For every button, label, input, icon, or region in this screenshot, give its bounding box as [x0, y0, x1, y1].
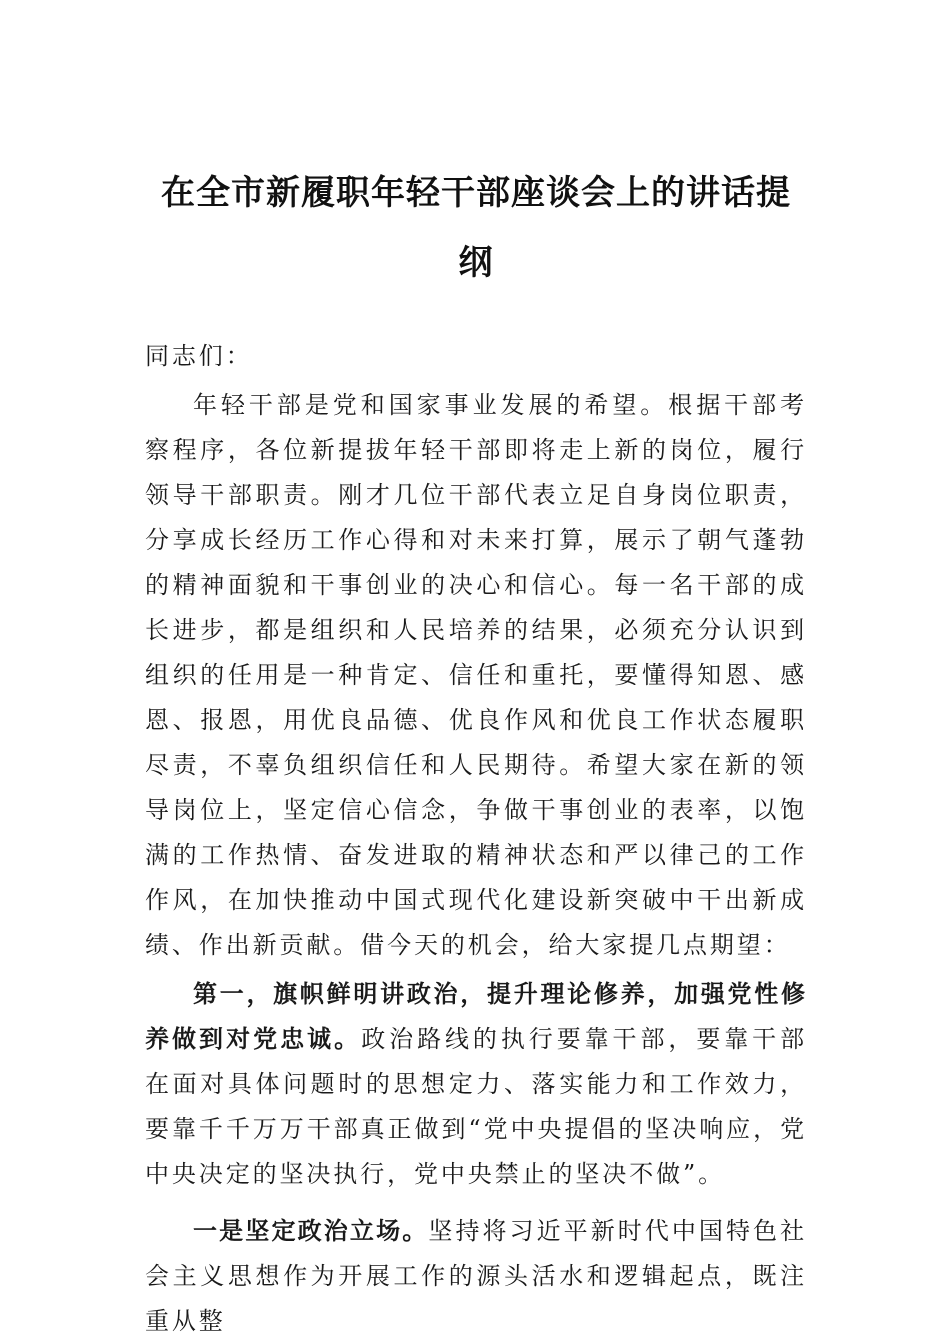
section-1-heading: 第一，旗帜鲜明讲政治，提升理论修养，加强党性修养做到对党忠诚。 [145, 980, 807, 1053]
section-1-paragraph [145, 972, 807, 1197]
salutation: 同志们： [145, 342, 253, 370]
point-1-body: 坚持将习近平新时代中国特色社会主义思想作为开展工作的源头活水和逻辑起点，既注重从整 [145, 1217, 807, 1335]
document-title: 在全市新履职年轻干部座谈会上的讲话提纲 [161, 173, 791, 283]
point-1-heading: 一是坚定政治立场。 [193, 1217, 429, 1245]
document-body [145, 334, 807, 1344]
point-1-paragraph [145, 1209, 807, 1344]
section-1-body: 政治路线的执行要靠干部，要靠干部在面对具体问题时的思想定力、落实能力和工作效力，要靠千千万万干部真正做到“党中央提倡的坚决响应，党中央决定的坚决执行，党中央禁止的坚决不做”。 [145, 1025, 808, 1188]
intro-paragraph: 年轻干部是党和国家事业发展的希望。根据干部考察程序，各位新提拔年轻干部即将走上新的岗位，履行领导干部职责。刚才几位干部代表立足自身岗位职责，分享成长经历工作心得和对未来打算，展示了朝气蓬勃的精神面貌和干事创业的决心和信心。每一名干部的成长进步，都是组织和人民培养的结果，必须充分认识到组织的任用是一种肯定、信任和重托，要懂得知恩、感恩、报恩，用优良品德、优良作风和优良工作状态履职尽责，不辜负组织信任和人民期待。希望大家在新的领导岗位上，坚定信心信念，争做干事创业的表率，以饱满的工作热情、奋发进取的精神状态和严以律己的工作作风，在加快推动中国式现代化建设新突破中干出新成绩、作出新贡献。借今天的机会，给大家提几点期望： [145, 391, 807, 959]
